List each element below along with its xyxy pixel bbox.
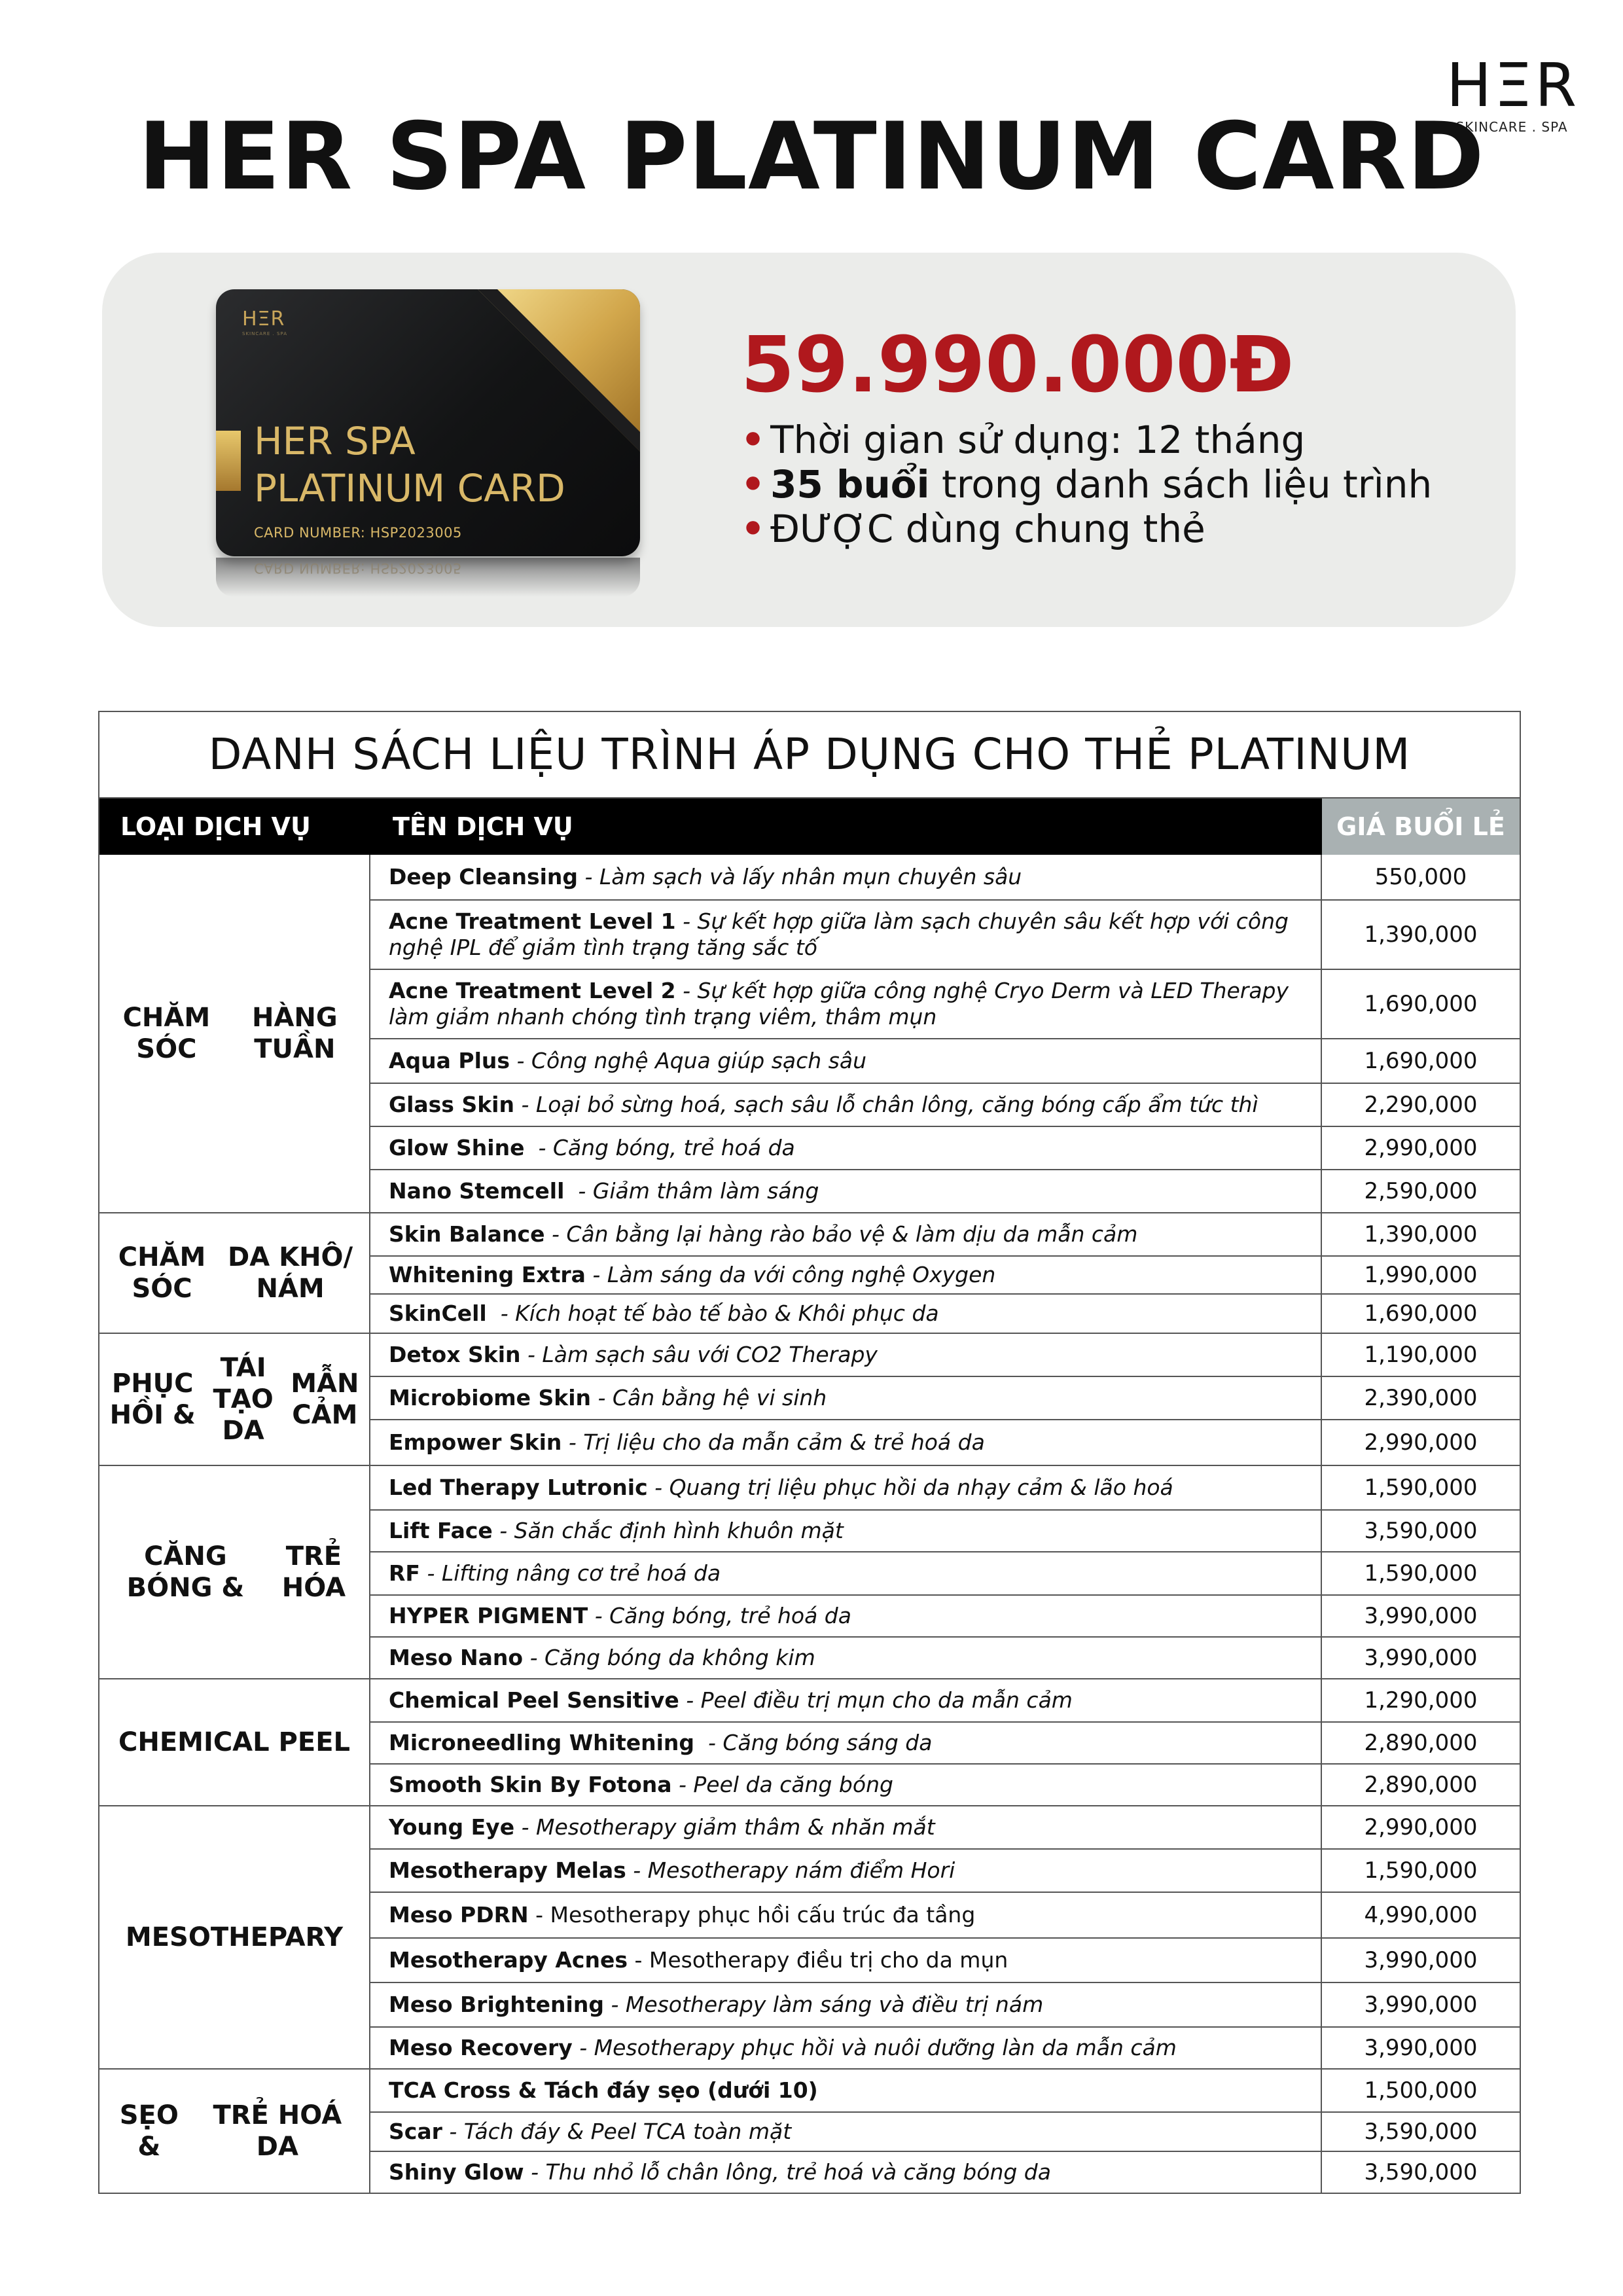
benefit-item: • ĐƯỢC dùng chung thẻ <box>741 507 1205 551</box>
service-group <box>99 1465 1520 1678</box>
service-cell <box>370 2070 1321 2111</box>
price-cell: 1,290,000 <box>1321 1679 1520 1721</box>
header-category: LOẠI DỊCH VỤ <box>120 812 311 841</box>
service-name: Smooth Skin By Fotona <box>389 1772 672 1797</box>
bullet-icon: • <box>741 507 766 551</box>
service-cell <box>370 1295 1321 1333</box>
table-title: DANH SÁCH LIỆU TRÌNH ÁP DỤNG CHO THẺ PLATINUM <box>99 712 1520 798</box>
service-name: SkinCell <box>389 1300 487 1326</box>
table-row <box>370 1376 1520 1419</box>
service-description: - Cân bằng lại hàng rào bảo vệ & làm dịu da mẫn cảm <box>544 1221 1138 1247</box>
category-label-line: CHĂM SÓC <box>122 1003 211 1064</box>
table-row <box>370 1419 1520 1465</box>
service-cell <box>370 1765 1321 1805</box>
price-cell: 1,690,000 <box>1321 970 1520 1038</box>
card-logo-subtitle: SKINCARE . SPA <box>242 331 287 336</box>
service-description: - Peel da căng bóng <box>671 1772 893 1797</box>
service-description: - Làm sạch và lấy nhân mụn chuyên sâu <box>578 864 1022 889</box>
price-cell: 1,590,000 <box>1321 1466 1520 1509</box>
service-name: Detox Skin <box>389 1342 521 1367</box>
table-row <box>370 2151 1520 2193</box>
service-cell <box>370 1893 1321 1937</box>
service-name: Mesotherapy Acnes <box>389 1947 628 1973</box>
service-name: HYPER PIGMENT <box>389 1603 588 1628</box>
service-cell <box>370 855 1321 899</box>
service-name: Meso Nano <box>389 1645 524 1670</box>
price-cell: 3,990,000 <box>1321 1983 1520 2026</box>
table-row <box>370 1636 1520 1678</box>
category-cell <box>99 2070 370 2193</box>
service-description: - Sự kết hợp giữa công nghệ Cryo Derm và LED Therapy làm giảm nhanh chóng tình trạng viêm, thâm mụn <box>389 978 1296 1030</box>
table-row <box>370 1293 1520 1333</box>
price-cell: 2,890,000 <box>1321 1723 1520 1763</box>
table-row <box>370 1509 1520 1551</box>
category-cell <box>99 1679 370 1805</box>
card-name-line1: HER SPA <box>254 419 416 463</box>
service-name: Meso Brightening <box>389 1992 604 2017</box>
table-row <box>370 1679 1520 1721</box>
category-label-line: PHỤC HỒI & <box>109 1369 196 1430</box>
table-row <box>370 1594 1520 1636</box>
table-row <box>370 1169 1520 1212</box>
service-name: Mesotherapy Melas <box>389 1857 626 1883</box>
service-description: - Kích hoạt tế bào tế bào & Khôi phục da <box>486 1300 939 1326</box>
table-row <box>370 855 1520 899</box>
card-gold-bar <box>216 431 241 491</box>
platinum-card-image <box>216 289 640 556</box>
service-cell <box>370 1420 1321 1465</box>
service-cell <box>370 1377 1321 1419</box>
page-title: HER SPA PLATINUM CARD <box>138 103 1485 211</box>
service-group <box>99 1212 1520 1333</box>
service-table <box>98 711 1521 2194</box>
table-header <box>99 798 1520 855</box>
service-description: - Sự kết hợp giữa làm sạch chuyên sâu kết hợp với công nghệ IPL để giảm tình trạng tăng sắc tố <box>389 908 1296 960</box>
service-name: RF <box>389 1560 420 1586</box>
service-cell <box>370 2028 1321 2068</box>
service-cell <box>370 1596 1321 1636</box>
price-cell: 1,590,000 <box>1321 1552 1520 1594</box>
price-cell: 1,590,000 <box>1321 1850 1520 1892</box>
service-cell <box>370 2152 1321 2193</box>
category-label-line: MẪN CẢM <box>291 1369 359 1430</box>
table-row <box>370 1848 1520 1892</box>
service-cell <box>370 970 1321 1038</box>
service-name: Microneedling Whitening <box>389 1730 695 1755</box>
service-description: - Lifting nâng cơ trẻ hoá da <box>419 1560 721 1586</box>
table-row <box>370 1466 1520 1509</box>
table-row <box>370 2026 1520 2068</box>
service-group <box>99 1678 1520 1805</box>
table-row <box>370 2070 1520 2111</box>
service-description: - Quang trị liệu phục hồi da nhạy cảm & lão hoá <box>647 1475 1173 1500</box>
price-cell: 3,990,000 <box>1321 1596 1520 1636</box>
service-name: Skin Balance <box>389 1221 545 1247</box>
price-cell: 1,500,000 <box>1321 2070 1520 2111</box>
table-row <box>370 1892 1520 1937</box>
service-name: Led Therapy Lutronic <box>389 1475 648 1500</box>
benefit-item: • 35 buổi trong danh sách liệu trình <box>741 462 1433 507</box>
service-description: - Mesotherapy giảm thâm & nhăn mắt <box>514 1814 935 1840</box>
service-description: - Công nghệ Aqua giúp sạch sâu <box>510 1048 866 1073</box>
service-cell <box>370 1806 1321 1848</box>
price-cell: 3,590,000 <box>1321 1511 1520 1551</box>
service-group <box>99 1333 1520 1465</box>
service-description: - Peel điều trị mụn cho da mẫn cảm <box>679 1687 1073 1713</box>
price-cell: 3,590,000 <box>1321 2152 1520 2193</box>
card-price: 59.990.000Đ <box>741 319 1294 410</box>
service-description: - Mesotherapy phục hồi và nuôi dưỡng làn da mẫn cảm <box>572 2035 1177 2060</box>
category-label-line: CĂNG BÓNG & <box>126 1541 245 1603</box>
price-cell: 1,390,000 <box>1321 1213 1520 1255</box>
price-cell: 2,990,000 <box>1321 1806 1520 1848</box>
category-label-line: TRẺ HÓA <box>281 1541 346 1603</box>
service-name: Glow Shine <box>389 1135 525 1160</box>
header-price: GIÁ BUỔI LẺ <box>1322 798 1520 855</box>
service-cell <box>370 1257 1321 1293</box>
service-name: Nano Stemcell <box>389 1178 565 1204</box>
price-cell: 3,990,000 <box>1321 1939 1520 1982</box>
service-cell <box>370 1850 1321 1892</box>
table-row <box>370 1982 1520 2026</box>
service-cell <box>370 1679 1321 1721</box>
service-description: - Giảm thâm làm sáng <box>564 1178 819 1204</box>
price-cell: 2,990,000 <box>1321 1420 1520 1465</box>
table-row <box>370 969 1520 1038</box>
table-row <box>370 1038 1520 1083</box>
card-logo: HΞR <box>242 308 285 331</box>
category-label-line: HÀNG TUẦN <box>252 1003 338 1064</box>
category-cell <box>99 855 370 1212</box>
service-description: - Làm sạch sâu với CO2 Therapy <box>520 1342 878 1367</box>
service-cell <box>370 1511 1321 1551</box>
service-cell <box>370 2113 1321 2151</box>
service-name: Scar <box>389 2119 442 2144</box>
price-cell: 2,390,000 <box>1321 1377 1520 1419</box>
service-description: - Căng bóng, trẻ hoá da <box>524 1135 795 1160</box>
price-cell: 2,990,000 <box>1321 1127 1520 1169</box>
service-name: Deep Cleansing <box>389 864 579 889</box>
service-cell <box>370 1170 1321 1212</box>
service-cell <box>370 1723 1321 1763</box>
table-row <box>370 1763 1520 1805</box>
service-cell <box>370 1039 1321 1083</box>
card-name <box>254 418 565 512</box>
service-name: Acne Treatment Level 2 <box>389 978 676 1003</box>
table-row <box>370 899 1520 969</box>
service-description: - Mesotherapy phục hồi cấu trúc đa tầng <box>528 1902 976 1928</box>
category-label-line: DA KHÔ/ NÁM <box>227 1242 353 1304</box>
table-body <box>99 855 1520 2193</box>
table-row <box>370 1937 1520 1982</box>
table-row <box>370 1255 1520 1293</box>
price-cell: 1,690,000 <box>1321 1295 1520 1333</box>
logo-mark: HΞR <box>1446 50 1580 120</box>
service-cell <box>370 1983 1321 2026</box>
service-description: - Thu nhỏ lỗ chân lông, trẻ hoá và căng bóng da <box>524 2159 1051 2185</box>
service-group <box>99 2068 1520 2193</box>
service-name: Young Eye <box>389 1814 515 1840</box>
service-description: - Loại bỏ sừng hoá, sạch sâu lỗ chân lông, căng bóng cấp ẩm tức thì <box>514 1092 1258 1117</box>
service-group <box>99 1805 1520 2068</box>
service-name: Whitening Extra <box>389 1262 586 1287</box>
service-name: Meso PDRN <box>389 1902 529 1928</box>
service-cell <box>370 1213 1321 1255</box>
category-cell <box>99 1334 370 1465</box>
table-row <box>370 1806 1520 1848</box>
category-label-line: MESOTHEPARY <box>125 1922 344 1952</box>
benefit-list <box>741 418 1432 551</box>
price-cell: 1,190,000 <box>1321 1334 1520 1376</box>
category-cell <box>99 1466 370 1678</box>
bullet-icon: • <box>741 462 766 507</box>
service-name: Chemical Peel Sensitive <box>389 1687 679 1713</box>
service-description: - Căng bóng, trẻ hoá da <box>588 1603 851 1628</box>
card-number-reflection: CARD NUMBER: HSP2023005 <box>254 560 462 576</box>
hero-panel <box>102 253 1516 627</box>
service-name: Shiny Glow <box>389 2159 524 2185</box>
table-row <box>370 1126 1520 1169</box>
category-label-line: TRẺ HOÁ DA <box>213 2100 342 2162</box>
service-name: Empower Skin <box>389 1429 562 1455</box>
card-name-line2: PLATINUM CARD <box>254 466 565 511</box>
bullet-icon: • <box>741 418 766 462</box>
card-reflection <box>216 558 640 597</box>
service-cell <box>370 1127 1321 1169</box>
service-description: - Căng bóng da không kim <box>523 1645 815 1670</box>
service-name: Acne Treatment Level 1 <box>389 908 676 934</box>
service-description: - Cân bằng hệ vi sinh <box>591 1385 827 1410</box>
price-cell: 2,290,000 <box>1321 1084 1520 1126</box>
table-row <box>370 1721 1520 1763</box>
service-cell <box>370 1638 1321 1678</box>
service-description: - Mesotherapy nám điểm Hori <box>626 1857 955 1883</box>
service-cell <box>370 1939 1321 1982</box>
service-name: Aqua Plus <box>389 1048 510 1073</box>
service-cell <box>370 1084 1321 1126</box>
category-label-line: CHEMICAL PEEL <box>118 1727 351 1757</box>
service-name: Microbiome Skin <box>389 1385 592 1410</box>
category-label-line: CHĂM SÓC <box>118 1242 206 1304</box>
service-name: TCA Cross & Tách đáy sẹo (dưới 10) <box>389 2077 818 2103</box>
service-cell <box>370 1552 1321 1594</box>
service-description: - Trị liệu cho da mẫn cảm & trẻ hoá da <box>562 1429 985 1455</box>
price-cell: 3,990,000 <box>1321 2028 1520 2068</box>
price-cell: 550,000 <box>1321 855 1520 899</box>
service-name: Lift Face <box>389 1518 493 1543</box>
service-cell <box>370 901 1321 969</box>
price-cell: 1,690,000 <box>1321 1039 1520 1083</box>
service-name: Glass Skin <box>389 1092 514 1117</box>
table-row <box>370 2111 1520 2151</box>
service-description: - Tách đáy & Peel TCA toàn mặt <box>442 2119 792 2144</box>
service-description: - Mesotherapy điều trị cho da mụn <box>627 1947 1008 1973</box>
table-row <box>370 1213 1520 1255</box>
price-cell: 1,390,000 <box>1321 901 1520 969</box>
service-description: - Săn chắc định hình khuôn mặt <box>492 1518 844 1543</box>
service-name: Meso Recovery <box>389 2035 573 2060</box>
header-service: TÊN DỊCH VỤ <box>393 812 573 841</box>
card-number: CARD NUMBER: HSP2023005 <box>254 525 462 541</box>
logo-subtitle: SKINCARE . SPA <box>1455 119 1568 135</box>
price-cell: 2,590,000 <box>1321 1170 1520 1212</box>
price-cell: 1,990,000 <box>1321 1257 1520 1293</box>
table-row <box>370 1334 1520 1376</box>
price-cell: 3,590,000 <box>1321 2113 1520 2151</box>
table-row <box>370 1083 1520 1126</box>
category-cell <box>99 1806 370 2068</box>
service-description: - Mesotherapy làm sáng và điều trị nám <box>603 1992 1044 2017</box>
price-cell: 3,990,000 <box>1321 1638 1520 1678</box>
category-cell <box>99 1213 370 1333</box>
table-row <box>370 1551 1520 1594</box>
service-description: - Làm sáng da với công nghệ Oxygen <box>585 1262 996 1287</box>
price-cell: 4,990,000 <box>1321 1893 1520 1937</box>
service-cell <box>370 1334 1321 1376</box>
category-label-line: SẸO & <box>119 2100 179 2162</box>
category-label-line: TÁI TẠO DA <box>213 1353 274 1446</box>
price-cell: 2,890,000 <box>1321 1765 1520 1805</box>
service-description: - Căng bóng sáng da <box>694 1730 933 1755</box>
service-cell <box>370 1466 1321 1509</box>
benefit-item: • Thời gian sử dụng: 12 tháng <box>741 418 1306 462</box>
service-group <box>99 855 1520 1212</box>
